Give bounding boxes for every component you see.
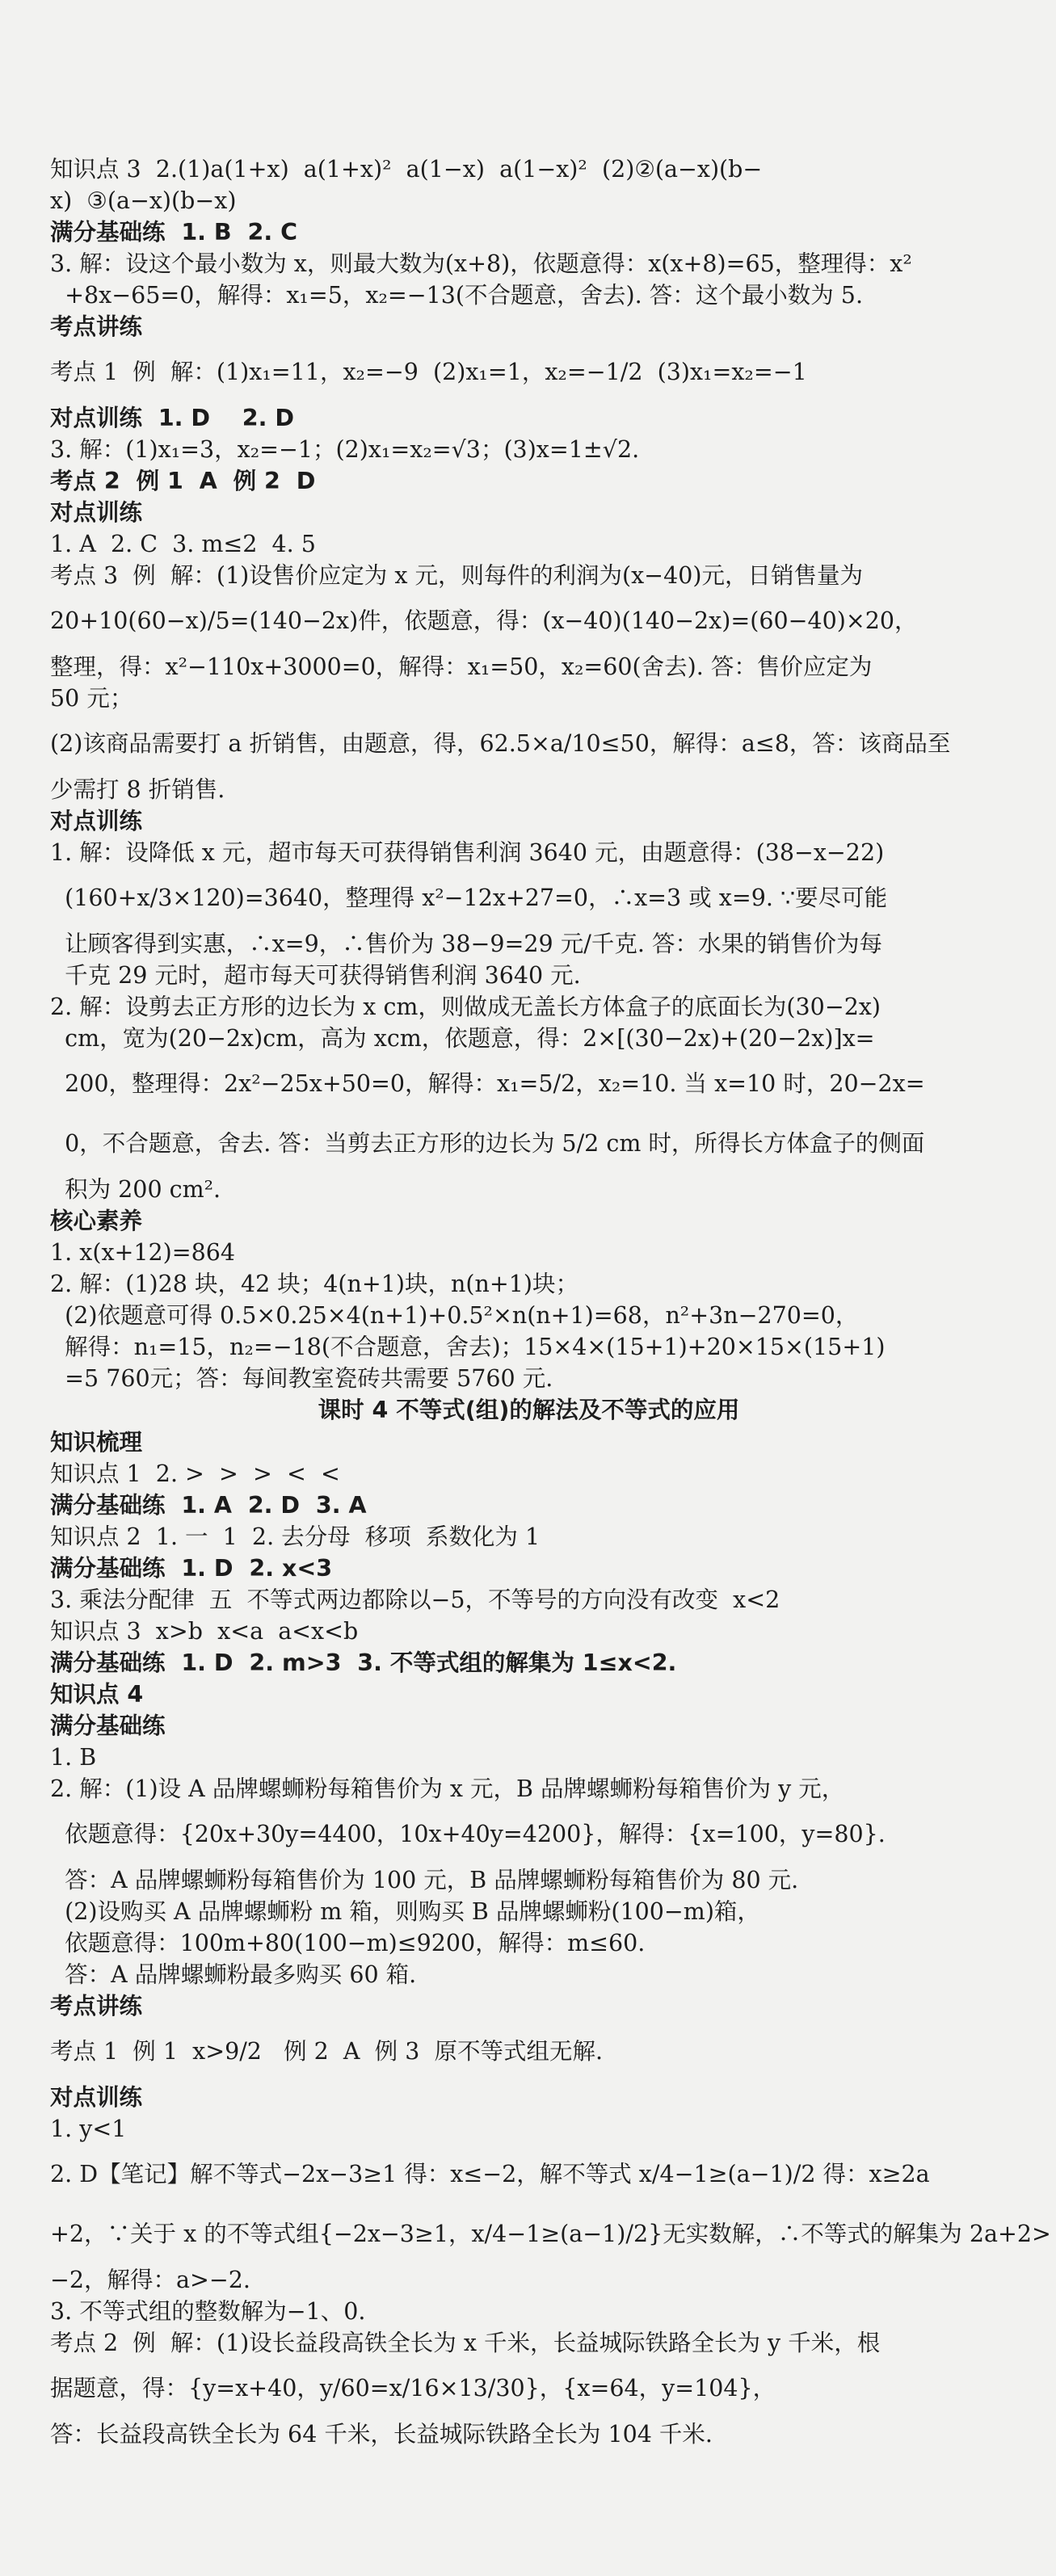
section-header: 对点训练 [50,808,143,834]
text-line: 1. 解：设降低 x 元，超市每天可获得销售利润 3640 元，由题意得：(38−x−22) [50,839,885,866]
text-line: 2. 解：设剪去正方形的边长为 x cm，则做成无盖长方体盒子的底面长为(30−2x) [50,994,881,1020]
text-line: −2，解得：a>−2. [50,2267,250,2293]
text-line: 3. 乘法分配律 五 不等式两边都除以−5，不等号的方向没有改变 x<2 [50,1586,780,1613]
formula-line: 据题意，得：{y=x+40，y/60=x/16×13/30}，{x=64，y=104}， [50,2375,776,2402]
formula-line: 依题意得：{20x+30y=4400，10x+40y=4200}，解得：{x=100，y=80}. [50,1821,886,1847]
text-line: 答：长益段高铁全长为 64 千米，长益城际铁路全长为 104 千米. [50,2421,713,2448]
text-line: (2)设购买 A 品牌螺蛳粉 m 箱，则购买 B 品牌螺蛳粉(100−m)箱， [50,1898,760,1925]
section-header: 考点讲练 [50,1993,143,2019]
text-line: 答：A 品牌螺蛳粉最多购买 60 箱. [50,1961,417,1988]
formula-line: 2. D【笔记】解不等式−2x−3≥1 得：x≤−2，解不等式 x/4−1≥(a−1)/2 得：x≥2a [50,2161,930,2187]
text-line: 依题意得：100m+80(100−m)≤9200，解得：m≤60. [50,1930,646,1956]
formula-line: 0，不合题意，舍去. 答：当剪去正方形的边长为 5/2 cm 时，所得长方体盒子的侧面 [50,1130,925,1157]
section-header: 满分基础练 1. B 2. C [50,219,297,246]
section-header: 对点训练 1. D 2. D [50,405,295,431]
formula-line: 考点 1 例 1 x>9/2 例 2 A 例 3 原不等式组无解. [50,2038,604,2065]
text-line: 解得：n₁=15，n₂=−18(不合题意，舍去)；15×4×(15+1)+20×15×(15+1) [50,1334,886,1360]
text-line: 3. 解：设这个最小数为 x，则最大数为(x+8)，依题意得：x(x+8)=65，整理得：x² [50,250,912,277]
text-line: 3. 解：(1)x₁=3，x₂=−1；(2)x₁=x₂=√3；(3)x=1±√2. [50,436,640,463]
text-line: 千克 29 元时，超市每天可获得销售利润 3640 元. [50,962,581,989]
section-header: 对点训练 [50,499,143,526]
text-line: 少需打 8 折销售. [50,776,225,803]
section-header: 核心素养 [50,1208,143,1234]
formula-line: 20+10(60−x)/5=(140−2x)件，依题意，得：(x−40)(140−2x)=(60−40)×20， [50,607,918,634]
text-line: 积为 200 cm². [50,1176,221,1203]
section-header: 满分基础练 [50,1712,166,1739]
lesson-title: 课时 4 不等式(组)的解法及不等式的应用 [318,1397,740,1423]
text-line: cm，宽为(20−2x)cm，高为 xcm，依题意，得：2×[(30−2x)+(20−2x)]x= [50,1025,875,1052]
text-line: =5 760元；答：每间教室瓷砖共需要 5760 元. [50,1365,553,1392]
text-line: 让顾客得到实惠，∴x=9，∴售价为 38−9=29 元/千克. 答：水果的销售价为每 [50,931,882,957]
text-line: 答：A 品牌螺蛳粉每箱售价为 100 元，B 品牌螺蛳粉每箱售价为 80 元. [50,1867,799,1893]
text-line: 50 元； [50,685,133,712]
text-line: 知识点 3 x>b x<a a<x<b [50,1618,359,1645]
text-line: x) ③(a−x)(b−x) [50,187,237,214]
text-line: 1. A 2. C 3. m≤2 4. 5 [50,531,316,557]
section-header: 满分基础练 1. D 2. x<3 [50,1555,333,1582]
section-header: 对点训练 [50,2084,143,2111]
section-header: 知识点 4 [50,1681,144,1708]
formula-line: 考点 1 例 解：(1)x₁=11，x₂=−9 (2)x₁=1，x₂=−1/2 (3)x₁=x₂=−1 [50,359,807,385]
section-header: 满分基础练 1. A 2. D 3. A [50,1492,367,1519]
text-line: 1. y<1 [50,2116,127,2142]
formula-line: +2，∵关于 x 的不等式组{−2x−3≥1，x/4−1≥(a−1)/2}无实数解，∴不等式的解集为 2a+2> [50,2221,1051,2247]
text-line: 考点 3 例 解：(1)设售价应定为 x 元，则每件的利润为(x−40)元，日销售量为 [50,562,863,589]
section-header: 满分基础练 1. D 2. m>3 3. 不等式组的解集为 1≤x<2. [50,1649,677,1676]
text-line: (2)依题意可得 0.5×0.25×4(n+1)+0.5²×n(n+1)=68，n²+3n−270=0， [50,1302,859,1329]
text-line: 知识点 1 2. > > > < < [50,1460,340,1487]
formula-line: (160+x/3×120)=3640，整理得 x²−12x+27=0，∴x=3 或 x=9. ∵要尽可能 [50,885,888,911]
text-line: 1. B [50,1744,97,1771]
text-line: 1. x(x+12)=864 [50,1239,236,1266]
formula-line: 200，整理得：2x²−25x+50=0，解得：x₁=5/2，x₂=10. 当 x=10 时，20−2x= [50,1070,925,1097]
text-line: 知识点 2 1. 一 1 2. 去分母 移项 系数化为 1 [50,1523,541,1550]
formula-line: (2)该商品需要打 a 折销售，由题意，得，62.5×a/10≤50，解得：a≤8，答：该商品至 [50,730,951,757]
text-line: 3. 不等式组的整数解为−1、0. [50,2298,366,2325]
section-header: 知识梳理 [50,1429,143,1456]
text-line: +8x−65=0，解得：x₁=5，x₂=−13(不合题意，舍去). 答：这个最小数为 5. [50,282,864,309]
text-line: 2. 解：(1)设 A 品牌螺蛳粉每箱售价为 x 元，B 品牌螺蛳粉每箱售价为 y 元， [50,1775,845,1802]
text-line: 知识点 3 2.(1)a(1+x) a(1+x)² a(1−x) a(1−x)² (2)②(a−x)(b− [50,156,763,183]
text-line: 考点 2 例 解：(1)设长益段高铁全长为 x 千米，长益城际铁路全长为 y 千米，根 [50,2330,881,2356]
text-line: 2. 解：(1)28 块，42 块；4(n+1)块，n(n+1)块； [50,1271,578,1297]
section-header: 考点 2 例 1 A 例 2 D [50,468,316,494]
section-header: 考点讲练 [50,313,143,340]
text-line: 整理，得：x²−110x+3000=0，解得：x₁=50，x₂=60(舍去). 答：售价应定为 [50,653,873,680]
